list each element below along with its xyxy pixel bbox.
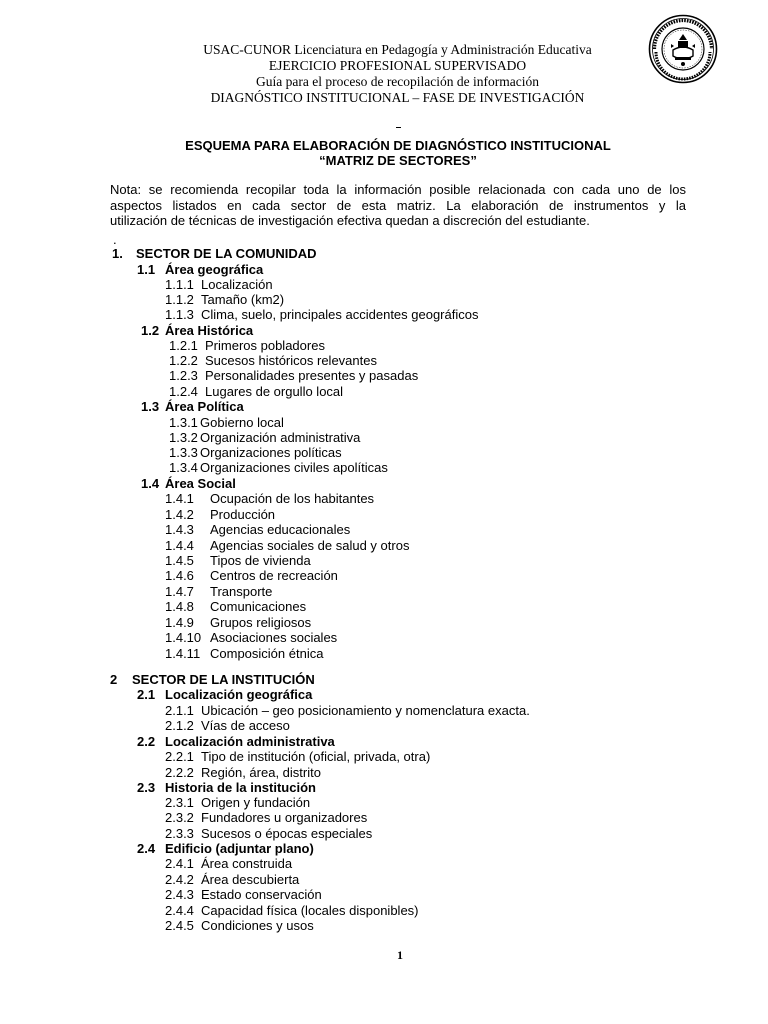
outline-item: 1.3.1 Gobierno local <box>169 415 284 430</box>
outline-item: 1.4.4 Agencias sociales de salud y otros <box>165 538 410 553</box>
outline-item: 1.1.2 Tamaño (km2) <box>165 292 285 307</box>
outline-subsection-heading: 2.2 Localización administrativa <box>137 734 335 749</box>
outline-item: 2.4.3 Estado conservación <box>165 887 322 902</box>
outline-item: 2.1.2 Vías de acceso <box>165 718 290 733</box>
outline-item: 2.4.4 Capacidad física (locales disponibles) <box>165 903 419 918</box>
outline-item: 2.2.2 Región, área, distrito <box>165 765 321 780</box>
outline-item: 2.4.5 Condiciones y usos <box>165 918 314 933</box>
outline-item: 1.4.10 Asociaciones sociales <box>165 630 338 645</box>
outline-subsection-heading: 1.3 Área Política <box>141 399 244 414</box>
outline-item: 1.1.3 Clima, suelo, principales accidentes geográficos <box>165 307 479 322</box>
outline-subsection-heading: 1.4 Área Social <box>141 476 236 491</box>
outline-item: 1.4.7 Transporte <box>165 584 273 599</box>
title-line-2: “MATRIZ DE SECTORES” <box>319 153 477 168</box>
outline-item: 1.3.3 Organizaciones políticas <box>169 445 342 460</box>
note-line-1: Nota: se recomienda recopilar toda la información posible relacionada con cada uno de los <box>110 182 686 197</box>
outline-subsection-heading: 2.1 Localización geográfica <box>137 687 313 702</box>
outline-item: 1.4.9 Grupos religiosos <box>165 615 312 630</box>
outline-subsection-heading: 2.4 Edificio (adjuntar plano) <box>137 841 314 856</box>
outline-item: 2.3.1 Origen y fundación <box>165 795 311 810</box>
stray-dot: . <box>113 232 117 247</box>
note-line-2: aspectos listados en cada sector de esta matriz. La elaboración de instrumentos y la <box>110 197 686 213</box>
outline-subsection-heading: 1.2 Área Histórica <box>141 323 254 338</box>
outline-item: 2.3.2 Fundadores u organizadores <box>165 810 368 825</box>
outline-item: 1.2.2 Sucesos históricos relevantes <box>169 353 377 368</box>
outline-item: 1.2.4 Lugares de orgullo local <box>169 384 344 399</box>
note-line-3: utilización de técnicas de investigación efectiva quedan a discreción del estudiante. <box>110 213 590 228</box>
header-university-program: USAC-CUNOR Licenciatura en Pedagogía y Administración Educativa <box>203 42 592 57</box>
outline-item: 2.4.1 Área construida <box>165 856 293 871</box>
outline-section-heading: 1. SECTOR DE LA COMUNIDAD <box>112 246 317 261</box>
outline-item: 1.4.2 Producción <box>165 507 276 522</box>
outline-item: 2.3.3 Sucesos o épocas especiales <box>165 826 373 841</box>
outline-subsection-heading: 1.1 Área geográfica <box>137 262 264 277</box>
outline-item: 1.2.3 Personalidades presentes y pasadas <box>169 368 419 383</box>
page-number: 1 <box>397 948 403 962</box>
outline-item: 2.1.1 Ubicación – geo posicionamiento y nomenclatura exacta. <box>165 703 530 718</box>
outline-item: 1.4.5 Tipos de vivienda <box>165 553 311 568</box>
title-line-1: ESQUEMA PARA ELABORACIÓN DE DIAGNÓSTICO INSTITUCIONAL <box>185 138 611 153</box>
outline-item: 1.4.8 Comunicaciones <box>165 599 307 614</box>
header-guide-title: Guía para el proceso de recopilación de información <box>256 74 539 89</box>
outline-section-heading: 2 SECTOR DE LA INSTITUCIÓN <box>110 672 315 687</box>
header-course: EJERCICIO PROFESIONAL SUPERVISADO <box>268 58 527 73</box>
outline-item: 2.4.2 Área descubierta <box>165 872 300 887</box>
outline-item: 1.3.2 Organización administrativa <box>169 430 361 445</box>
outline-item: 1.3.4 Organizaciones civiles apolíticas <box>169 460 388 475</box>
outline-item: 1.1.1 Localización <box>165 277 273 292</box>
outline-item: 1.4.3 Agencias educacionales <box>165 522 351 537</box>
outline-subsection-heading: 2.3 Historia de la institución <box>137 780 316 795</box>
outline-item: 1.4.1 Ocupación de los habitantes <box>165 491 375 506</box>
outline-item: 2.2.1 Tipo de institución (oficial, privada, otra) <box>165 749 431 764</box>
outline-item: 1.4.6 Centros de recreación <box>165 568 338 583</box>
outline-item: 1.4.11 Composición étnica <box>165 646 324 661</box>
header-phase: DIAGNÓSTICO INSTITUCIONAL – FASE DE INVESTIGACIÓN <box>210 90 585 105</box>
outline-item: 1.2.1 Primeros pobladores <box>169 338 325 353</box>
